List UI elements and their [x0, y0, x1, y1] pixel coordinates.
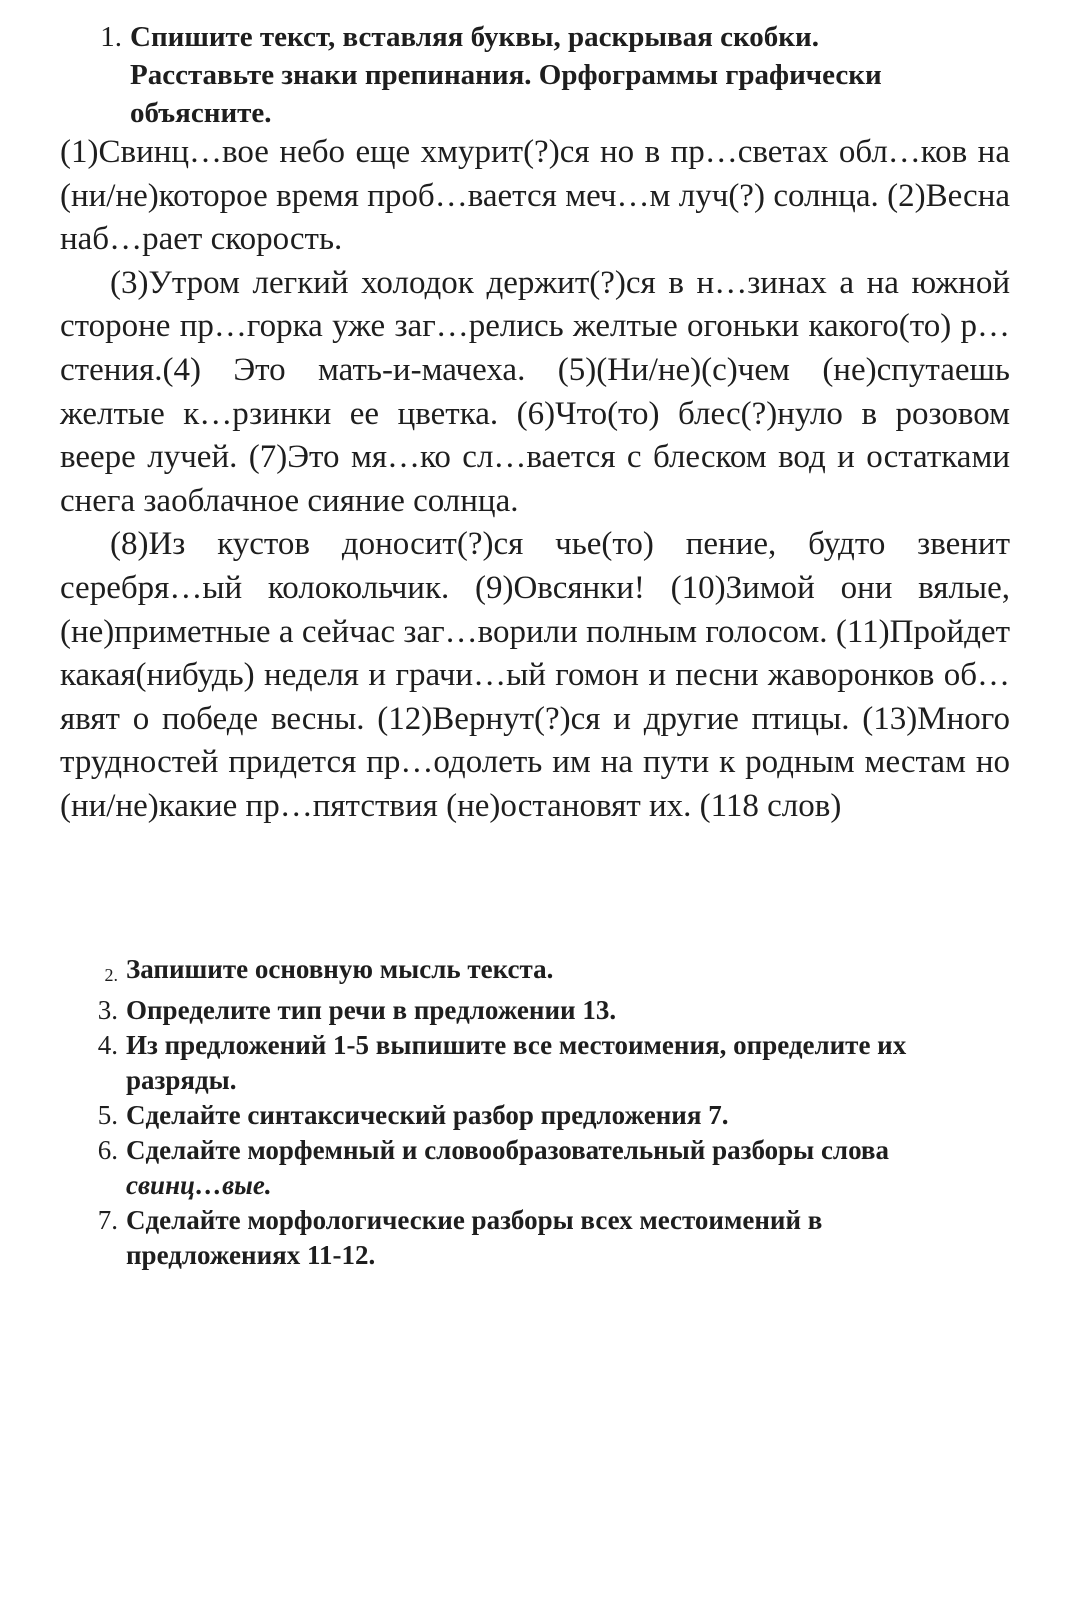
question-text: Сделайте морфологические разборы всех местоимений в предложениях 11-12. — [126, 1205, 823, 1270]
question-3 — [90, 993, 990, 1028]
question-text: Сделайте синтаксический разбор предложения 7. — [126, 1100, 729, 1130]
passage-paragraph-2: (3)Утром легкий холодок держит(?)ся в н…зинах а на южной стороне пр…горка уже заг…релись желтые огоньки какого(то) р…стения.(4) Это мать-и-мачеха. (5)(Ни/не)(с)чем (не)спутаешь желтые к…рзинки ее цветка. (6)Что(то) блес(?)нуло в розовом веере лучей. (7)Это мя…ко сл…вается с блеском вод и остатками снега заоблачное сияние солнца. — [60, 264, 1010, 519]
question-6-word: свинц…вые. — [126, 1170, 272, 1200]
question-list — [90, 952, 990, 1273]
question-4 — [90, 1028, 990, 1098]
passage-paragraph-3: (8)Из кустов доносит(?)ся чье(то) пение, будто звенит серебря…ый колокольчик. (9)Овсянки! (10)Зимой они вялые, (не)приметные а сейчас заг…ворили полным голосом. (11)Пройдет какая(нибудь) неделя и грачи…ый гомон и песни жаворонков об…явят о победе весны. (12)Вернут(?)ся и другие птицы. (13)Много трудностей придется пр…одолеть им на пути к родным местам но (ни/не)какие пр…пятствия (не)остановят их. (118 слов) — [60, 526, 1010, 824]
question-number: 6. — [97, 1135, 118, 1165]
question-text: Запишите основную мысль текста. — [126, 954, 554, 984]
question-text: Из предложений 1-5 выпишите все местоимения, определите их разряды. — [126, 1030, 907, 1095]
question-number: 7. — [97, 1205, 118, 1235]
question-7 — [90, 1203, 990, 1273]
task-1-number: 1. — [100, 21, 122, 53]
question-number: 2. — [104, 965, 118, 985]
question-number: 5. — [97, 1100, 118, 1130]
task-1-instruction: Спишите текст, вставляя буквы, раскрывая скобки. Расставьте знаки препинания. Орфограммы графически объясните. — [130, 21, 882, 129]
question-number: 4. — [97, 1030, 118, 1060]
question-6-text: Сделайте морфемный и словообразовательный разборы слова — [126, 1135, 889, 1165]
passage-paragraph-1: (1)Свинц…вое небо еще хмурит(?)ся но в пр…светах обл…ков на (ни/не)которое время проб…вается меч…м луч(?) солнца. (2)Весна наб…рает скорость. — [60, 134, 1010, 258]
question-number: 3. — [97, 995, 118, 1025]
question-2 — [90, 952, 990, 993]
question-text: Определите тип речи в предложении 13. — [126, 995, 617, 1025]
question-6 — [90, 1133, 990, 1203]
task-1 — [90, 18, 1010, 132]
dictation-passage — [60, 131, 1010, 829]
question-text — [126, 1133, 990, 1203]
question-5 — [90, 1098, 990, 1133]
